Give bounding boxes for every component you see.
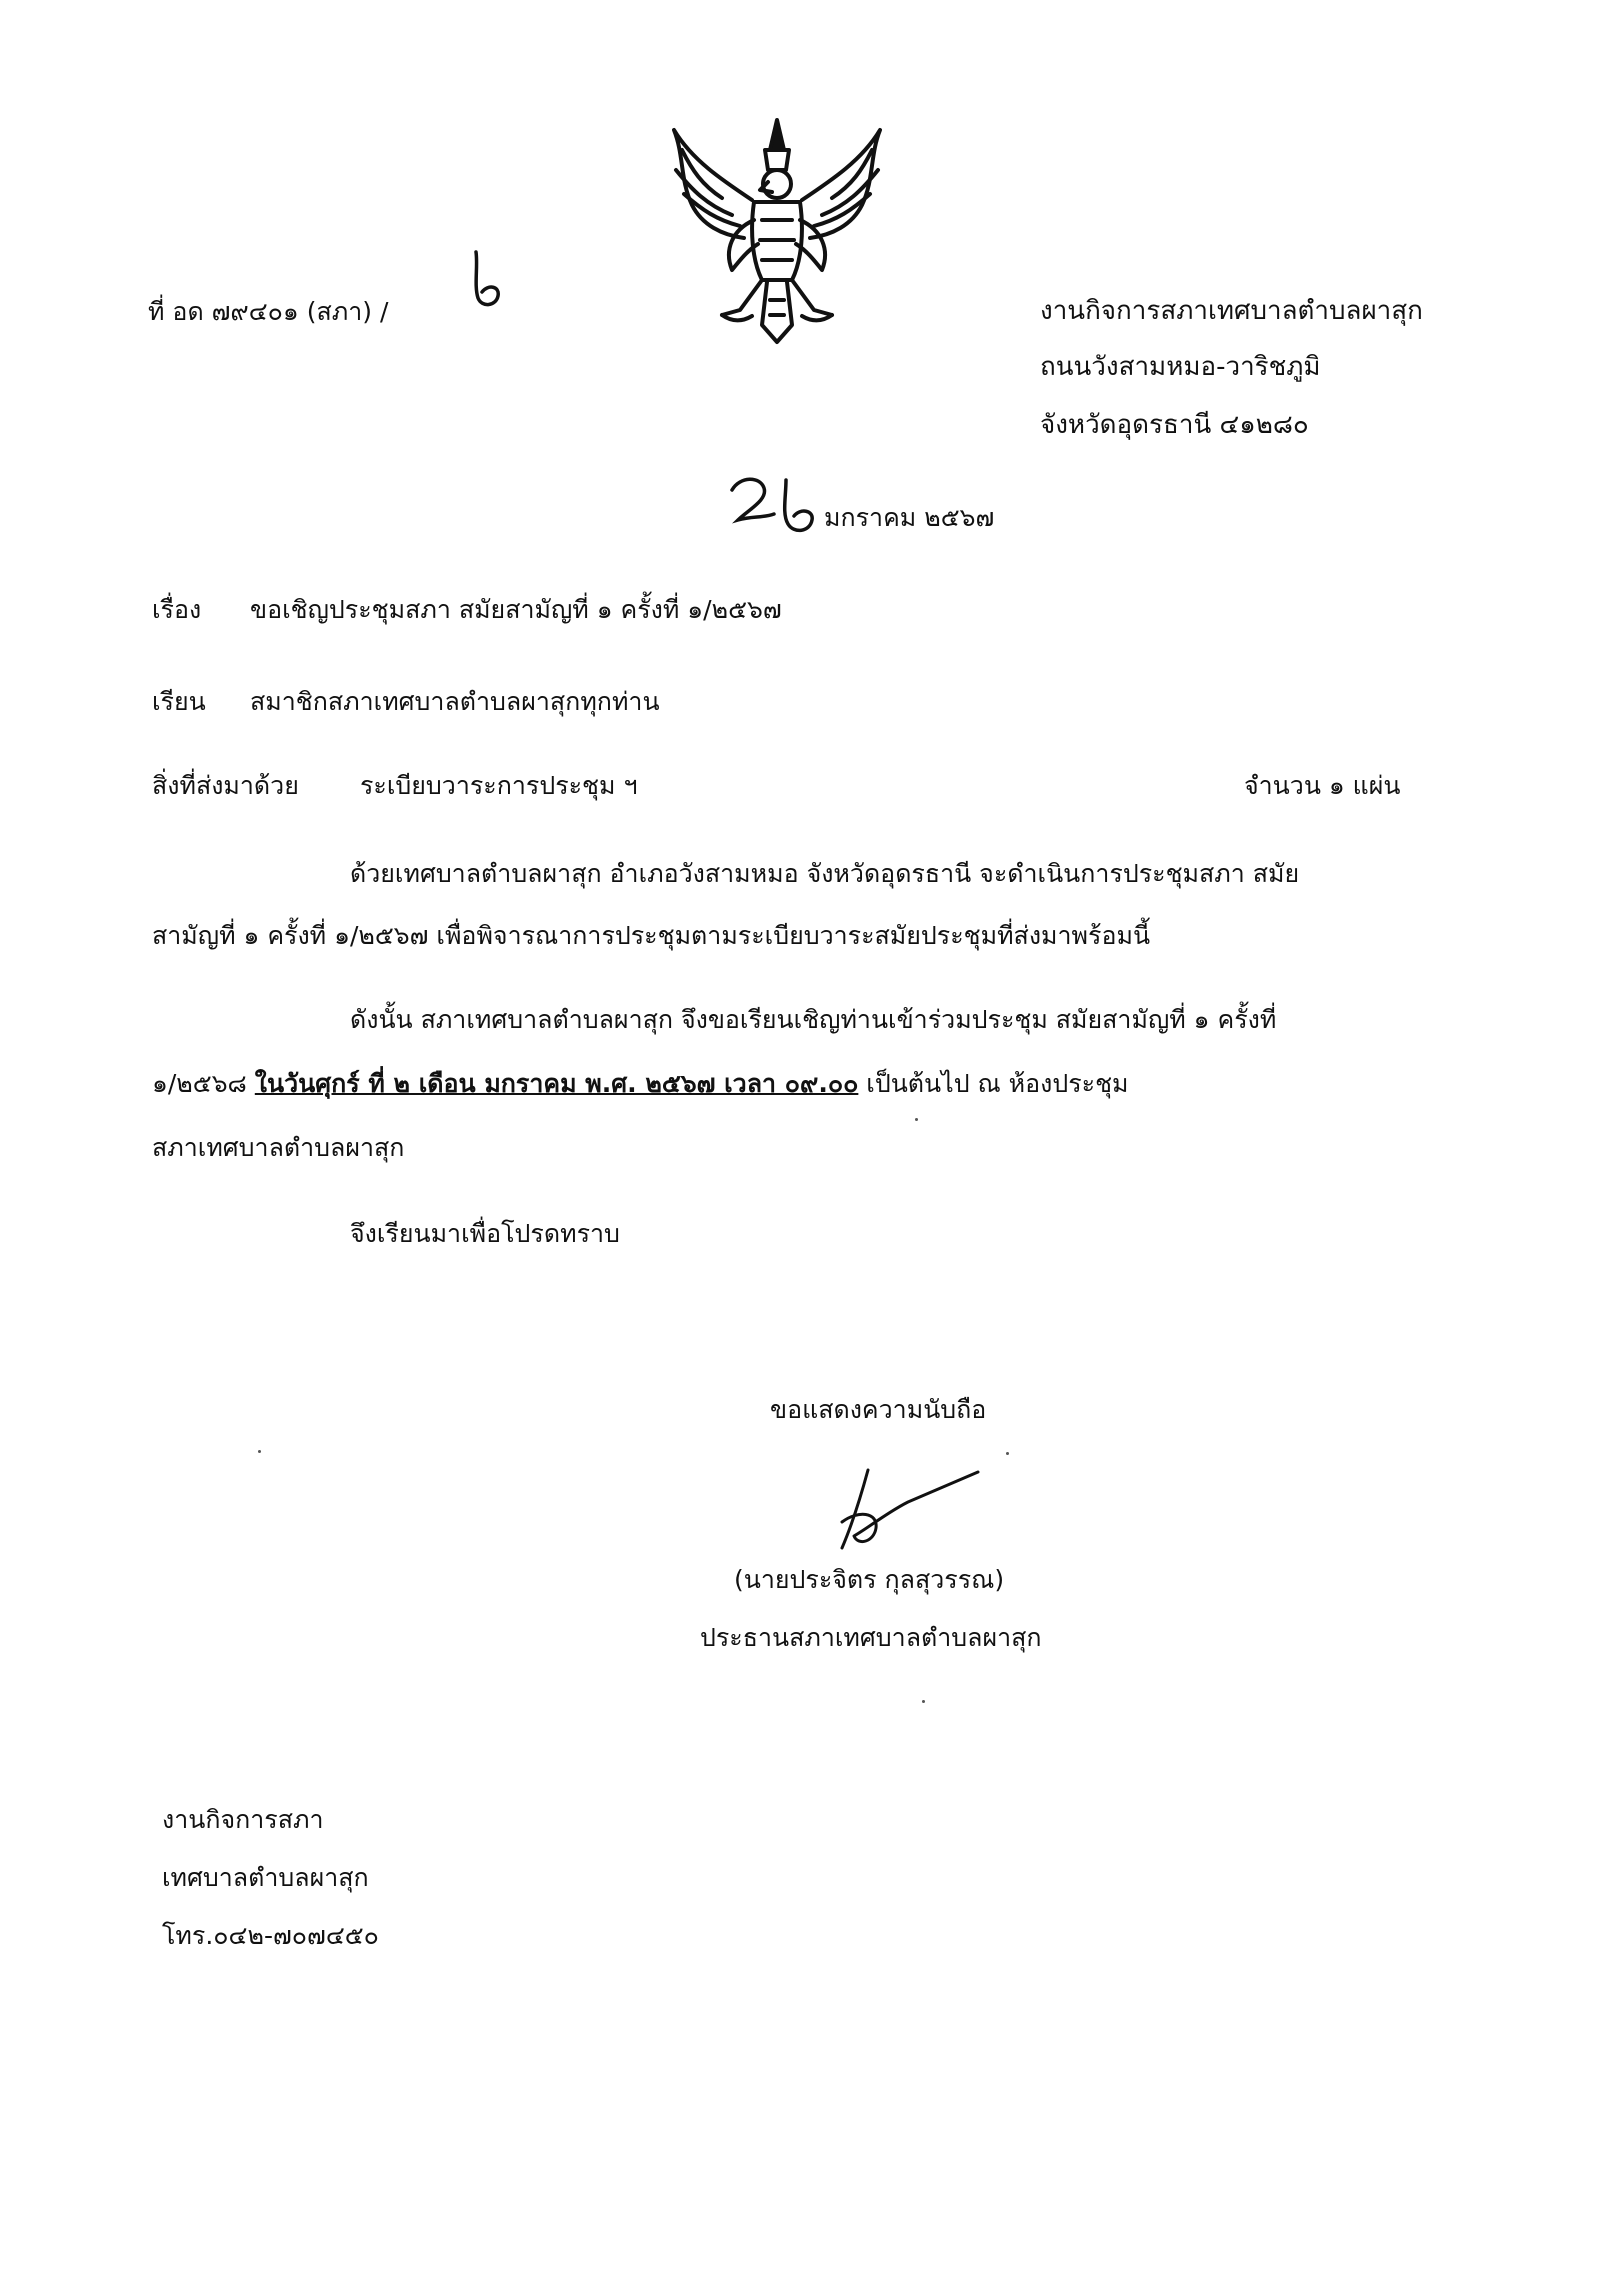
address-line-2: ถนนวังสามหมอ-วาริชภูมิ [1040, 352, 1321, 382]
letter-date: มกราคม ๒๕๖๗ [824, 503, 995, 532]
closing-regards: ขอแสดงความนับถือ [770, 1395, 987, 1424]
scan-speck [1006, 1452, 1009, 1455]
handwritten-date-day [724, 470, 824, 542]
footer-department: งานกิจการสภา [162, 1805, 324, 1834]
recipient-label: เรียน [152, 687, 206, 716]
meeting-datetime: ในวันศุกร์ ที่ ๒ เดือน มกราคม พ.ศ. ๒๕๖๗ เวลา ๐๙.๐๐ [254, 1069, 859, 1098]
paragraph-1-line-2: สามัญที่ ๑ ครั้งที่ ๑/๒๕๖๗ เพื่อพิจารณาการประชุมตามระเบียบวาระสมัยประชุมที่ส่งมาพร้อมนี้ [152, 921, 1151, 950]
paragraph-2-line-3: สภาเทศบาลตำบลผาสุก [152, 1133, 405, 1162]
paragraph-2-line-2 [152, 1064, 1129, 1104]
paragraph-3: จึงเรียนมาเพื่อโปรดทราบ [350, 1219, 620, 1248]
paragraph-2-line-2-prefix: ๑/๒๕๖๘ [152, 1069, 255, 1098]
address-line-1: งานกิจการสภาเทศบาลตำบลผาสุก [1040, 296, 1423, 326]
reference-number: ที่ อด ๗๙๔๐๑ (สภา) / [148, 297, 389, 326]
paragraph-1-line-1: ด้วยเทศบาลตำบลผาสุก อำเภอวังสามหมอ จังหวัดอุดรธานี จะดำเนินการประชุมสภา สมัย [350, 859, 1300, 888]
subject-text: ขอเชิญประชุมสภา สมัยสามัญที่ ๑ ครั้งที่ ๑/๒๕๖๗ [250, 595, 782, 624]
address-line-3: จังหวัดอุดรธานี ๔๑๒๘๐ [1040, 410, 1309, 440]
handwritten-reference-number [468, 246, 508, 316]
scan-speck [915, 1118, 918, 1121]
enclosure-text: ระเบียบวาระการประชุม ฯ [360, 771, 638, 800]
enclosure-label: สิ่งที่ส่งมาด้วย [152, 771, 299, 800]
footer-organization: เทศบาลตำบลผาสุก [162, 1863, 369, 1892]
signature [828, 1462, 988, 1562]
recipient-text: สมาชิกสภาเทศบาลตำบลผาสุกทุกท่าน [250, 687, 660, 716]
footer-phone: โทร.๐๔๒-๗๐๗๔๕๐ [162, 1921, 379, 1950]
signer-position: ประธานสภาเทศบาลตำบลผาสุก [700, 1623, 1042, 1652]
signer-name: (นายประจิตร กุลสุวรรณ) [734, 1565, 1005, 1594]
paragraph-2-line-1: ดังนั้น สภาเทศบาลตำบลผาสุก จึงขอเรียนเชิญท่านเข้าร่วมประชุม สมัยสามัญที่ ๑ ครั้งที่ [350, 1005, 1277, 1034]
subject-label: เรื่อง [152, 595, 202, 624]
scan-speck [258, 1450, 261, 1453]
scan-speck [922, 1700, 925, 1703]
enclosure-count: จำนวน ๑ แผ่น [1244, 771, 1401, 800]
paragraph-2-line-2-suffix: เป็นต้นไป ณ ห้องประชุม [858, 1069, 1129, 1098]
garuda-emblem-icon [662, 110, 892, 350]
